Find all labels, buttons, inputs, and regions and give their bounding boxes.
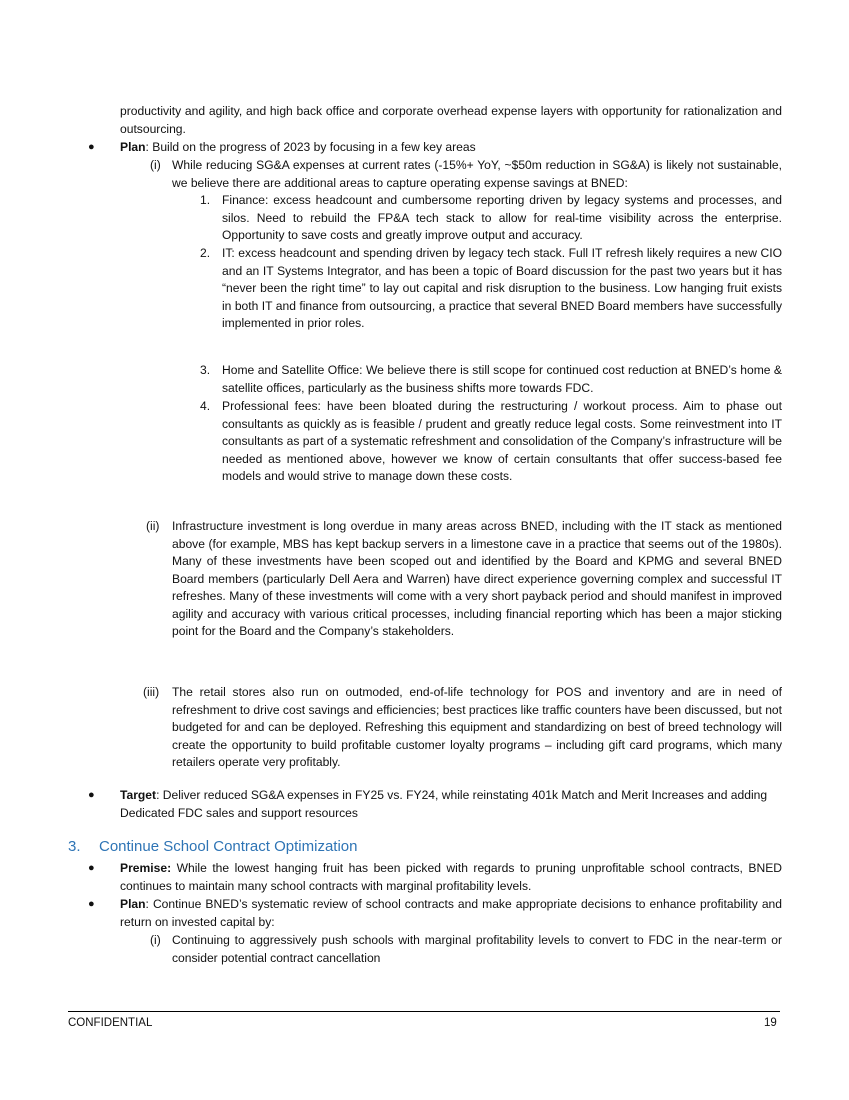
premise-line — [120, 860, 782, 895]
premise-label: Premise: — [120, 861, 172, 875]
target-line — [120, 787, 782, 822]
section-3-number: 3. — [68, 838, 81, 855]
section-3-plan-line — [120, 896, 782, 931]
subitem-3-text: Home and Satellite Office: We believe there is still scope for continued cost reduction at BNED’s home & satellite offices, particularly as the business shifts more towards FDC. — [222, 363, 782, 395]
subitem-2-text: IT: excess headcount and spending driven by legacy tech stack. Full IT refresh likely requires a new CIO and an IT Systems Integrator, and has been a topic of Board discussion for the past two years but it has “never been the right time” to lay out capital and risk disruption to the business. Low hanging fruit exists in both IT and finance from outsourcing, a practice that several BNED Board members have successfully implemented in prior roles. — [222, 246, 782, 330]
section-3-plan-label: Plan — [120, 897, 146, 911]
section-3-plan-text: : Continue BNED’s systematic review of school contracts and make appropriate decisions to enhance profitability and return on invested capital by: — [120, 897, 782, 929]
section-3-plan-bullet: ● — [88, 898, 95, 910]
plan-item-ii-text: Infrastructure investment is long overdue in many areas across BNED, including with the IT stack as mentioned above (for example, MBS has kept backup servers in a limestone cave in a practice that seems out of the 1980s). Many of these investments have been scoped out and identified by the Board and KPMG and several BNED Board members (particularly Dell Aera and Warren) have direct experience governing complex and successful IT refreshes. Many of these investments will come with a very short payback period and should manifest in improved agility and accuracy with various critical processes, including financial reporting which has been a major sticking point for the Board and the Company’s stakeholders. — [172, 519, 782, 638]
plan-line — [120, 139, 782, 157]
footer-page-number: 19 — [764, 1017, 777, 1029]
section-3-item-i-marker: (i) — [150, 933, 161, 947]
footer-confidential: CONFIDENTIAL — [68, 1017, 153, 1029]
subitem-4-text: Professional fees: have been bloated during the restructuring / workout process. Aim to phase out consultants as quickly as is feasible / prudent and greatly reduce legal costs. Some reinvestment into IT consultants as part of a systematic refreshment and consolidation of the Company’s infrastructure will be needed as mentioned above, however we know of certain consultants that offer success-based fee models and would strive to manage down these costs. — [222, 399, 782, 483]
target-text: : Deliver reduced SG&A expenses in FY25 vs. FY24, while reinstating 401k Match and Merit Increases and adding Dedicated FDC sales and support resources — [120, 788, 768, 820]
subitem-2-marker: 2. — [200, 246, 211, 260]
section-3-item-i-text: Continuing to aggressively push schools with marginal profitability levels to convert to FDC in the near-term or consider potential contract cancellation — [172, 933, 782, 965]
subitem-3-marker: 3. — [200, 363, 211, 377]
premise-bullet: ● — [88, 862, 95, 874]
footer-divider — [68, 1011, 780, 1012]
plan-item-iii-marker: (iii) — [143, 685, 160, 699]
plan-text: : Build on the progress of 2023 by focusing in a few key areas — [145, 140, 476, 154]
plan-item-ii-marker: (ii) — [146, 519, 160, 533]
section-3-title: Continue School Contract Optimization — [99, 838, 358, 855]
plan-label: Plan — [120, 140, 146, 154]
subitem-1-text: Finance: excess headcount and cumbersome reporting driven by legacy systems and processes, and silos. Need to rebuild the FP&A tech stack to allow for real-time visibility across the enterprise. Opportunity to save costs and greatly improve output and accuracy. — [222, 193, 782, 242]
plan-item-i-text: While reducing SG&A expenses at current rates (-15%+ YoY, ~$50m reduction in SG&A) is likely not sustainable, we believe there are additional areas to capture operating expense savings at BNED: — [172, 158, 782, 190]
plan-item-i-marker: (i) — [150, 158, 161, 172]
plan-item-iii-text: The retail stores also run on outmoded, end-of-life technology for POS and inventory and are in need of refreshment to drive cost savings and efficiencies; best practices like traffic counters have been discussed, but not budgeted for and can be deployed. Refreshing this equipment and standardizing on best of breed technology will create the opportunity to build profitable customer loyalty programs – including gift card programs, which many retailers operate very profitably. — [172, 685, 782, 769]
premise-text: While the lowest hanging fruit has been picked with regards to pruning unprofitable school contracts, BNED continues to maintain many school contracts with marginal profitability levels. — [120, 861, 782, 893]
target-bullet: ● — [88, 789, 95, 801]
intro-paragraph: productivity and agility, and high back office and corporate overhead expense layers with opportunity for rationalization and outsourcing. — [120, 104, 782, 136]
plan-bullet: ● — [88, 141, 95, 153]
subitem-1-marker: 1. — [200, 193, 211, 207]
target-label: Target — [120, 788, 157, 802]
subitem-4-marker: 4. — [200, 399, 211, 413]
